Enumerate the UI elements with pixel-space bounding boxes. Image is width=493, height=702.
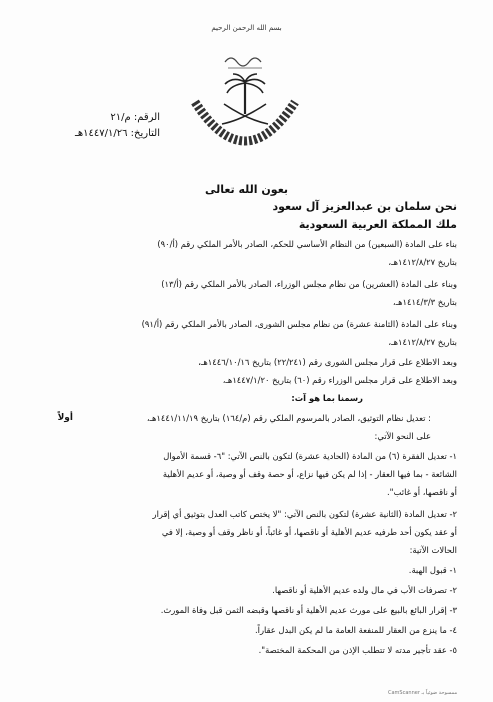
item-line: ١- تعديل الفقرة (٦) من المادة (الحادية عشرة) لتكون بالنص الآتي: "٦- قسمة الأموال [163, 451, 457, 461]
section-label: أولاً [57, 413, 73, 423]
basis-line: بتاريخ ١٤١٢/٨/٢٧هـ، [388, 257, 457, 267]
basis-line: بناء على المادة (السبعين) من النظام الأساسي للحكم، الصادر بالأمر الملكي رقم (أ/٩٠) [157, 239, 457, 249]
item-line: أو ناقصها، أو غائب". [387, 487, 457, 497]
reference-number: الرقم: م/٢١ [110, 112, 160, 123]
case-line: ١- قبول الهبة. [408, 565, 457, 575]
document-date: التاريخ: ١٤٤٧/١/٢٦هـ [74, 128, 160, 139]
basis-line: بتاريخ ١٤١٢/٨/٢٧هـ، [388, 337, 457, 347]
basis-line: وبناء على المادة (العشرين) من نظام مجلس الوزراء، الصادر بالأمر الملكي رقم (أ/١٣) [161, 279, 457, 289]
scanner-watermark: CamScanner ممسوحة ضوئياً بـ [388, 690, 458, 696]
case-line: ٢- تصرفات الأب في مال ولده عديم الأهلية أو ناقصها. [272, 585, 457, 595]
basmala: بسم الله الرحمن الرحيم [211, 24, 282, 32]
review-line: وبعد الاطلاع على قرار مجلس الشورى رقم (٢٢/٢٤١) بتاريخ ١٤٤٦/١٠/١٦هـ، [198, 357, 457, 367]
item-line: الشائعة - بما فيها العقار - إذا لم يكن فيها نزاع، أو حصة وقف أو وصية، أو عديم الأهلية [162, 469, 457, 479]
palm-swords-seal-icon [170, 40, 320, 160]
basis-line: وبناء على المادة (الثامنة عشرة) من نظام مجلس الشورى، الصادر بالأمر الملكي رقم (أ/٩١) [141, 319, 457, 329]
case-line: ٤- ما ينزع من العقار للمنفعة العامة ما لم يكن البدل عقاراً. [254, 625, 457, 635]
amendment-line: : تعديل نظام التوثيق، الصادر بالمرسوم الملكي رقم (م/١٦٤) بتاريخ ١٤٤١/١١/١٩هـ، [146, 413, 431, 423]
king-name: نحن سلمان بن عبدالعزيز آل سعود [272, 200, 457, 213]
item-line: ٢- تعديل المادة (الثانية عشرة) لتكون بالنص الآتي: "لا يختص كاتب العدل بتوثيق أي إقرار [152, 509, 457, 519]
case-line: ٣- إقرار البائع بالبيع على مورث عديم الأهلية أو ناقصها وقبضه الثمن قبل وفاة المورث. [160, 605, 457, 615]
item-line: الحالات الآتية: [409, 545, 457, 555]
royal-emblem [170, 40, 320, 160]
review-line: وبعد الاطلاع على قرار مجلس الوزراء رقم (٦٠) بتاريخ ١٤٤٧/١/٢٠هـ، [222, 375, 457, 385]
invocation: بعون الله تعالى [204, 183, 289, 196]
item-line: أو عقد يكون أحد طرفيه عديم الأهلية أو ناقصها، أو غائباً، أو ناظر وقف أو وصية، إلا في [161, 527, 457, 537]
basis-line: بتاريخ ١٤١٤/٣/٣هـ، [392, 297, 457, 307]
decree-line: رسمنا بما هو آت: [291, 393, 363, 403]
amendment-line: على النحو الآتي: [374, 431, 431, 441]
document-meta [60, 110, 160, 142]
king-title: ملك المملكة العربية السعودية [298, 218, 457, 231]
case-line: ٥- عقد تأجير مدته لا تتطلب الإذن من المحكمة المختصة". [258, 645, 457, 655]
